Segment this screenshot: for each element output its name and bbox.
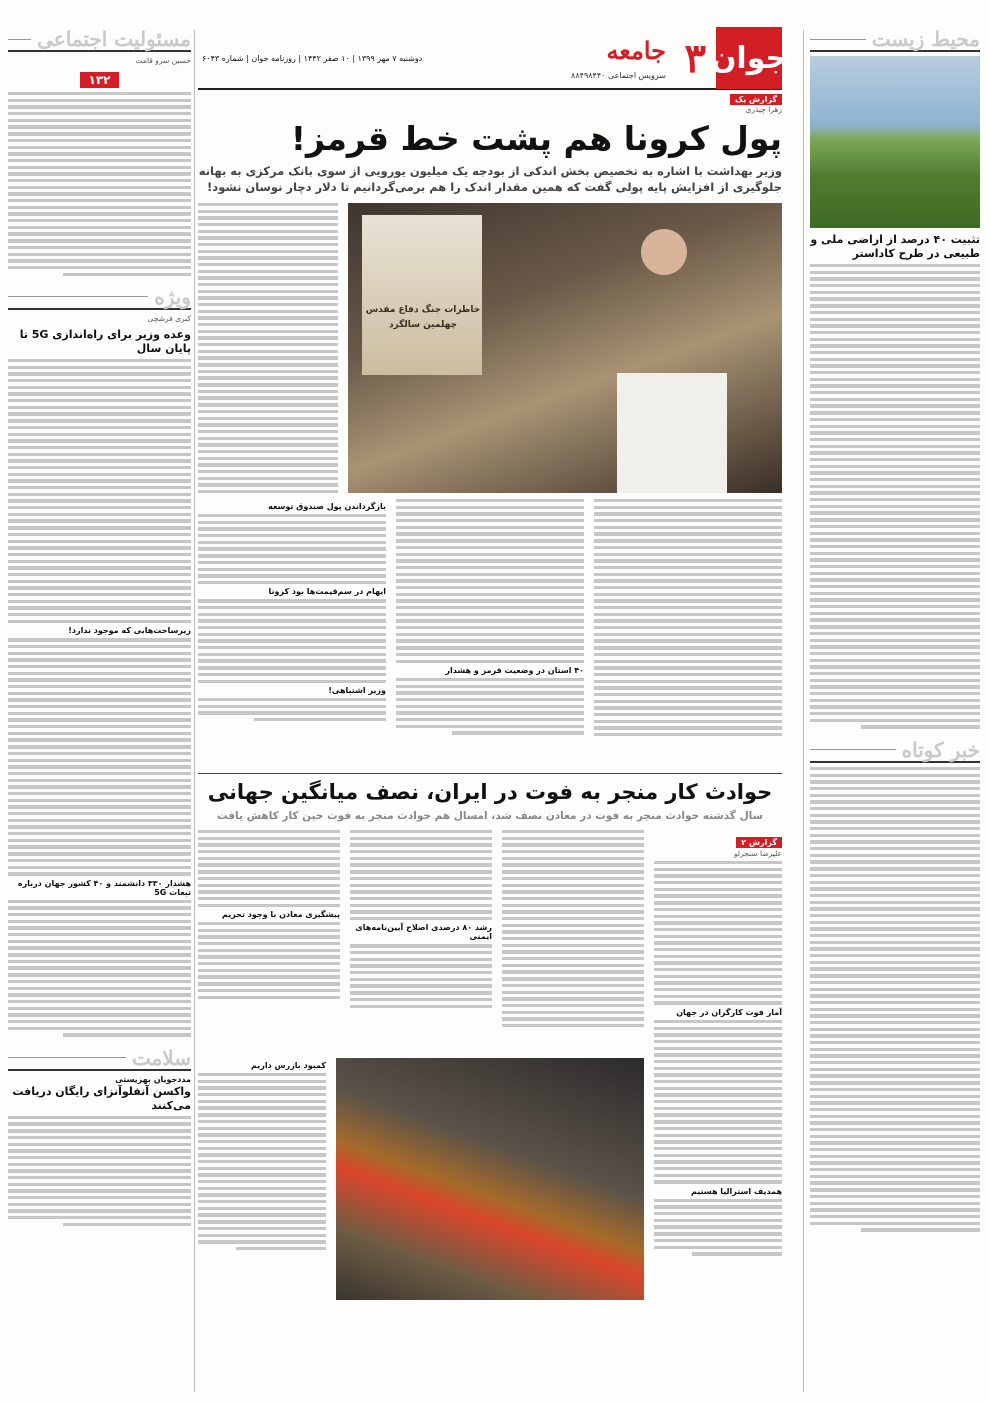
lead-body-col-3 xyxy=(396,499,584,769)
lead-subhead-4: ۴۰ استان در وضعیت قرمز و هشدار xyxy=(445,665,584,675)
brief-section-title: خبر کوتاه xyxy=(901,737,980,762)
environment-section-title: محیط زیست xyxy=(871,27,980,51)
photo-caption: خاطرات جنگ دفاع مقدس چهلمین سالگرد xyxy=(365,305,481,330)
lead-subhead: وزیر بهداشت با اشاره به تخصیص بخش اندکی از بودجه یک میلیون یورویی از سوی بانک مرکزی به بهانه جلوگیری از افزایش پایه پولی گفت که همین مقدار اندک را هم برمی‌گردانیم تا دلار دچار نوسان نشود! xyxy=(198,164,782,194)
second-body-col-5 xyxy=(198,1073,326,1250)
environment-section-header xyxy=(810,28,980,52)
social-body xyxy=(8,92,191,276)
brief-body xyxy=(810,767,980,1232)
brief-section-header xyxy=(810,739,980,763)
page-number: ۳ xyxy=(684,34,706,82)
rescue-photo xyxy=(336,1058,644,1300)
second-subhead-4: رشد ۸۰ درصدی اصلاح آیین‌نامه‌های ایمنی xyxy=(355,923,492,942)
social-issue-number: ۱۳۲ xyxy=(80,72,120,88)
main-column xyxy=(198,28,788,1392)
photo-speaker xyxy=(641,229,687,275)
second-subhead-3: کمبود بازرس داریم xyxy=(251,1061,326,1070)
health-section-title: سلامت xyxy=(131,1045,191,1070)
second-body-col-3 xyxy=(350,830,492,1050)
lead-body-col-1 xyxy=(198,203,338,493)
second-body-col-1 xyxy=(654,861,782,1005)
tech-subhead-2: هشدار ۳۳۰ دانشمند و ۴۰ کشور جهان درباره تبعات 5G xyxy=(17,878,191,897)
date-line: دوشنبه ۷ مهر ۱۳۹۹ | ۱۰ صفر ۱۴۴۲ | روزنامه جوان | شماره ۶۰۴۳ xyxy=(202,53,423,63)
social-author: حسین سرو قامت xyxy=(135,56,191,65)
environment-headline: تثبیت ۴۰ درصد از اراضی ملی و طبیعی در طرح کاداستر xyxy=(810,233,980,260)
second-subhead-5: پیشگیری معادن با وجود تحریم xyxy=(221,909,340,919)
lead-subhead-2: ایهام در سم‌قیمت‌ها بود کرونا xyxy=(268,587,386,597)
environment-body xyxy=(810,264,980,729)
health-section-header xyxy=(8,1047,191,1071)
second-subhead-2: همدیف استرالیا هستیم xyxy=(691,1186,782,1196)
tech-subhead-1: زیرساخت‌هایی که موجود ندارد! xyxy=(68,626,191,636)
health-body xyxy=(8,1116,191,1226)
second-subhead: سال گذشته حوادث منجر به فوت در معادن نصف شد، امسال هم حوادث منجر به فوت حین کار کاهش یافت xyxy=(217,810,763,822)
right-column xyxy=(810,28,980,1392)
tech-author: کبری فرشچی xyxy=(147,313,191,323)
social-section-header xyxy=(8,28,191,52)
second-body-col-4 xyxy=(198,830,340,1050)
lead-body-col-2 xyxy=(594,499,782,769)
lead-body-columns xyxy=(198,499,782,769)
left-column xyxy=(8,28,191,1392)
social-section-title: مسئولیت اجتماعی xyxy=(37,27,191,51)
lead-body-col-4 xyxy=(198,499,386,769)
tech-section-header xyxy=(8,286,191,310)
health-headline: واکسن آنفلوآنزای رایگان دریافت می‌کنند xyxy=(12,1084,191,1112)
second-badge: گزارش ۲ xyxy=(736,837,782,848)
section-title: جامعه xyxy=(606,36,666,65)
lead-subhead-3: وزیر اشتباهی! xyxy=(328,685,386,695)
service-line: سرویس اجتماعی ۸۸۴۹۸۴۴۰ xyxy=(571,71,666,80)
tech-section-title: ویژه xyxy=(154,284,191,309)
tech-body-3 xyxy=(8,900,191,1037)
tech-headline: وعده وزیر برای راه‌اندازی 5G تا پایان سال xyxy=(19,327,191,355)
lead-subhead-1: بازگرداندن پول صندوق توسعه xyxy=(268,502,386,511)
second-body-col-2 xyxy=(502,830,644,1050)
newspaper-logo: جوان xyxy=(716,27,782,89)
second-author: علیرضا سنجرلو xyxy=(733,849,782,858)
tech-body-2 xyxy=(8,638,191,875)
lead-photo xyxy=(348,203,782,493)
masthead xyxy=(198,28,788,90)
lead-badge: گزارش یک xyxy=(730,94,782,105)
tech-body xyxy=(8,359,191,623)
photo-podium xyxy=(617,373,727,493)
lead-headline: پول کرونا هم پشت خط قرمز! xyxy=(290,119,782,158)
second-headline: حوادث کار منجر به فوت در ایران، نصف میانگین جهانی xyxy=(207,780,773,804)
health-headline-top: مددجویان بهزیستی xyxy=(115,1074,191,1084)
lead-author: زهرا چیذری xyxy=(745,105,782,114)
environment-photo xyxy=(810,56,980,228)
photo-poster xyxy=(362,215,482,375)
second-subhead-1: آمار فوت کارگران در جهان xyxy=(676,1007,782,1017)
